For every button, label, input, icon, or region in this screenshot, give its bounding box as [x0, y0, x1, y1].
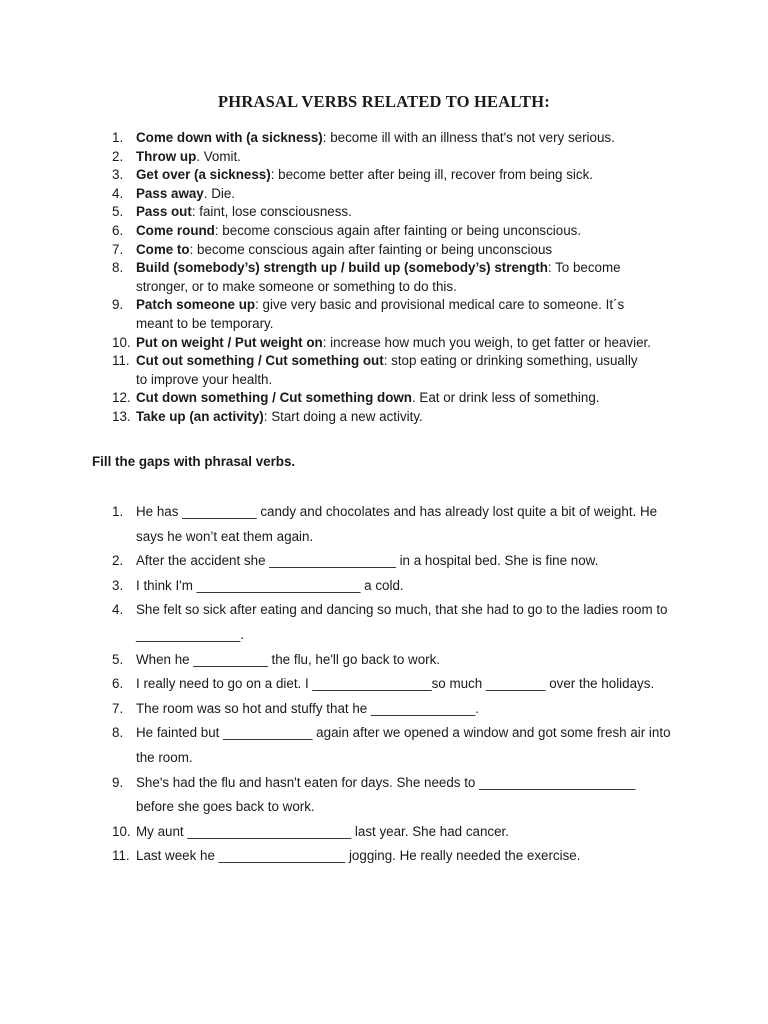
phrasal-verb-term: Patch someone up [136, 297, 256, 313]
item-number: 4. [112, 602, 124, 618]
definition-item [112, 185, 652, 204]
phrasal-verb-term: Take up (an activity) [136, 408, 264, 424]
exercise-item [112, 697, 677, 722]
definition-text: : To become stronger, or to make someone or something to do this. [136, 260, 621, 294]
item-number: 7. [112, 241, 124, 257]
exercise-item [112, 820, 677, 845]
item-number: 11. [112, 353, 130, 369]
phrasal-verb-term: Come round [136, 222, 215, 238]
definition-text: : Start doing a new activity. [263, 408, 423, 424]
item-number: 5. [112, 651, 124, 667]
definition-text: : become conscious again after fainting or being unconscious. [214, 222, 582, 238]
item-number: 6. [112, 676, 124, 692]
exercise-sentence: My aunt ______________________ last year. She had cancer. [136, 823, 510, 839]
phrasal-verb-term: Come to [136, 241, 190, 257]
exercise-sentence: He has __________ candy and chocolates and has already lost quite a bit of weight. He says he won’t eat them again. [136, 504, 658, 544]
exercise-item [112, 598, 677, 647]
definition-text: : increase how much you weigh, to get fatter or heavier. [322, 334, 651, 350]
definition-item [112, 334, 652, 353]
definition-item [112, 166, 652, 185]
item-number: 2. [112, 553, 124, 569]
definition-item [112, 129, 652, 148]
phrasal-verb-term: Cut down something / Cut something down [136, 390, 412, 406]
definition-item [112, 241, 652, 260]
definition-text: . Vomit. [196, 148, 241, 164]
exercise-item [112, 500, 677, 549]
exercise-item [112, 549, 677, 574]
exercise-sentence: He fainted but ____________ again after we opened a window and got some fresh air into the room. [136, 725, 671, 765]
definition-text: . Eat or drink less of something. [411, 390, 600, 406]
phrasal-verb-term: Put on weight / Put weight on [136, 334, 323, 350]
item-number: 1. [112, 130, 124, 145]
item-number: 8. [112, 725, 124, 741]
phrasal-verb-term: Cut out something / Cut something out [136, 353, 384, 369]
exercise-item [112, 574, 677, 599]
item-number: 10. [112, 334, 131, 350]
item-number: 4. [112, 185, 124, 201]
phrasal-verb-term: Come down with (a sickness) [136, 130, 323, 145]
item-number: 7. [112, 700, 124, 716]
item-number: 6. [112, 222, 124, 238]
item-number: 2. [112, 148, 124, 164]
definition-text: : become better after being ill, recover from being sick. [270, 167, 593, 183]
phrasal-verb-term: Build (somebody’s) strength up / build up (somebody’s) strength [136, 260, 548, 276]
definition-text: : become conscious again after fainting or being unconscious [189, 241, 553, 257]
exercise-item [112, 672, 677, 697]
phrasal-verb-term: Pass out [136, 204, 192, 220]
item-number: 1. [112, 504, 124, 519]
exercise-heading: Fill the gaps with phrasal verbs. [92, 454, 296, 469]
exercise-sentence: I think I'm ______________________ a cold. [136, 577, 404, 593]
definition-item [112, 203, 652, 222]
definition-item [112, 296, 652, 333]
item-number: 12. [112, 390, 131, 406]
definitions-list [112, 129, 652, 427]
definition-text: : faint, lose consciousness. [191, 204, 352, 220]
exercise-sentence: Last week he _________________ jogging. He really needed the exercise. [136, 848, 581, 864]
phrasal-verb-term: Throw up [136, 148, 197, 164]
item-number: 10. [112, 823, 131, 839]
exercise-sentence: She felt so sick after eating and dancing so much, that she had to go to the ladies room to ______________. [136, 602, 668, 642]
phrasal-verb-term: Get over (a sickness) [136, 167, 271, 183]
definition-item [112, 352, 652, 389]
definition-item [112, 222, 652, 241]
item-number: 13. [112, 408, 131, 424]
exercise-item [112, 721, 677, 770]
page-title: PHRASAL VERBS RELATED TO HEALTH: [218, 92, 550, 111]
exercise-item [112, 648, 677, 673]
item-number: 11. [112, 848, 130, 864]
item-number: 3. [112, 167, 124, 183]
exercise-item [112, 771, 677, 820]
definition-item [112, 259, 652, 296]
item-number: 9. [112, 774, 124, 790]
definition-item [112, 408, 652, 427]
definition-item [112, 389, 652, 408]
item-number: 8. [112, 260, 124, 276]
item-number: 3. [112, 577, 124, 593]
phrasal-verb-term: Pass away [136, 185, 204, 201]
exercise-list [112, 500, 677, 869]
exercise-sentence: She's had the flu and hasn't eaten for days. She needs to _____________________ before she goes back to work. [136, 774, 636, 815]
definition-text: : give very basic and provisional medical care to someone. It´s meant to be temporary. [136, 297, 625, 331]
definition-text: : stop eating or drinking something, usually to improve your health. [136, 353, 638, 387]
exercise-sentence: The room was so hot and stuffy that he ______________. [136, 700, 479, 716]
exercise-sentence: I really need to go on a diet. I ________________so much ________ over the holidays. [136, 676, 655, 692]
exercise-sentence: After the accident she _________________ in a hospital bed. She is fine now. [136, 553, 599, 569]
exercise-sentence: When he __________ the flu, he'll go back to work. [136, 651, 441, 667]
definition-item [112, 148, 652, 167]
definition-text: . Die. [203, 185, 236, 201]
definition-text: : become ill with an illness that's not very serious. [322, 130, 615, 145]
exercise-item [112, 844, 677, 869]
item-number: 9. [112, 297, 124, 313]
item-number: 5. [112, 204, 124, 220]
